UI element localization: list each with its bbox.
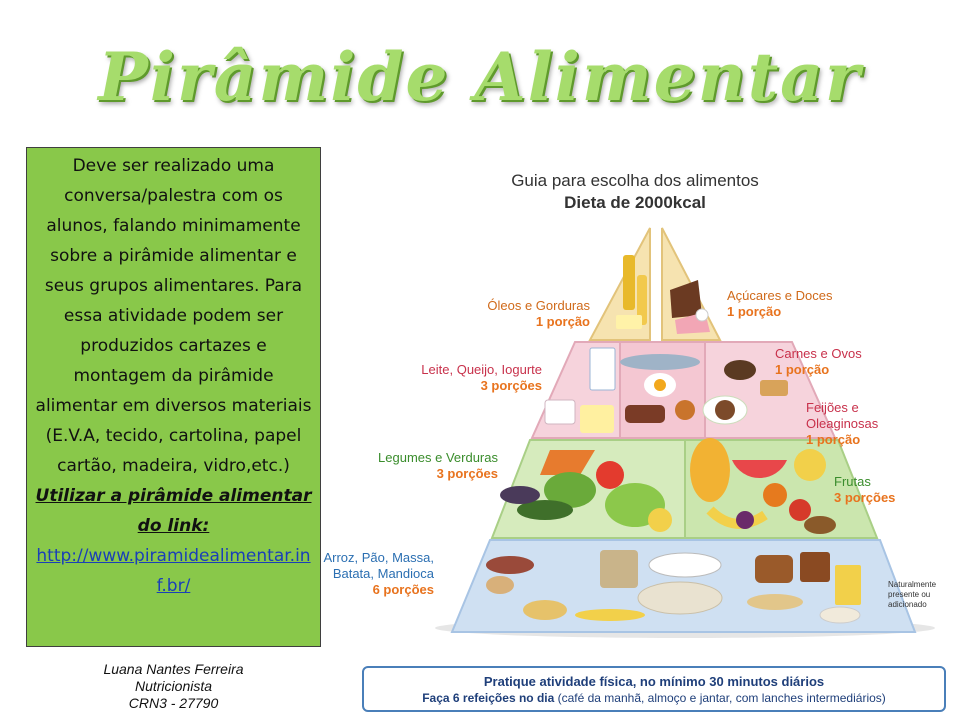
author-crn: CRN3 - 27790	[128, 695, 219, 711]
tomato-icon	[596, 461, 624, 489]
footer-line-2-bold: Faça 6 refeições no dia	[422, 691, 555, 705]
cheese-icon	[580, 405, 614, 433]
footer-line-2	[364, 690, 944, 706]
instructions-text: Deve ser realizado uma conversa/palestra com os alunos, falando minimamente sobre a pirâmide alimentar e seus grupos alimentares. Para essa atividade podem ser produzidos cartazes e montagem da pirâmide alimentar em diversos materiais (E.V.A, tecido, cartolina, papel cartão, madeira, vidro,etc.)	[35, 156, 312, 476]
yogurt-icon	[545, 400, 575, 424]
label-meat-portions: 1 porção	[775, 362, 830, 377]
beans-bowl-icon	[724, 360, 756, 380]
apple-icon	[789, 499, 811, 521]
pyramid-link[interactable]: http://www.piramidealimentar.inf.br/	[36, 546, 311, 596]
label-dairy-name: Leite, Queijo, Iogurte	[421, 362, 542, 377]
sugar-icon	[696, 309, 708, 321]
orange-icon	[763, 483, 787, 507]
potato-icon	[486, 576, 514, 594]
label-beans-name-2: Oleaginosas	[806, 416, 879, 431]
guide-heading: Guia para escolha dos alimentos	[511, 171, 759, 190]
egg-yolk-icon	[654, 379, 666, 391]
whole-bread-icon	[800, 552, 830, 582]
corn-icon	[575, 609, 645, 621]
label-sugars	[727, 288, 847, 320]
instructions-panel	[26, 147, 321, 647]
footer-line-2-rest: (café da manhã, almoço e jantar, com lanches intermediários)	[554, 691, 886, 705]
flour-bag-icon	[600, 550, 638, 588]
pineapple-icon	[690, 438, 730, 502]
guide-header	[490, 170, 780, 214]
activity-footer	[362, 666, 946, 712]
author-name: Luana Nantes Ferreira	[103, 661, 244, 677]
milk-carton-icon	[590, 348, 615, 390]
label-dairy-portions: 3 porções	[480, 378, 542, 393]
bread-loaf-icon	[755, 555, 793, 583]
label-beans-name-1: Feijões e	[806, 400, 859, 415]
instructions-emphasis: Utilizar a pirâmide alimentar do link:	[35, 486, 312, 536]
bread-roll-icon	[523, 600, 567, 620]
footer-line-1: Pratique atividade física, no mínimo 30 minutos diários	[483, 674, 825, 689]
label-beans	[806, 400, 916, 448]
label-meat	[775, 346, 885, 378]
label-vegetables-portions: 3 porções	[436, 466, 498, 481]
label-grains	[318, 550, 434, 598]
legend-note: Naturalmente presente ou adicionado	[888, 580, 937, 609]
label-grains-name-2: Batata, Mandioca	[332, 566, 434, 581]
author-block	[26, 661, 321, 712]
oil-bottle-icon	[623, 255, 635, 310]
label-fruits-portions: 3 porções	[834, 490, 896, 505]
label-oils	[480, 298, 590, 330]
grapes-icon	[736, 511, 754, 529]
steak-icon	[625, 405, 665, 423]
feijao-icon	[715, 400, 735, 420]
butter-icon	[616, 315, 642, 329]
page-title: Pirâmide Alimentar	[98, 38, 862, 116]
nuts-box-icon	[760, 380, 788, 396]
guide-subheading: Dieta de 2000kcal	[564, 193, 706, 212]
label-vegetables	[375, 450, 498, 482]
chicken-icon	[675, 400, 695, 420]
label-grains-name-1: Arroz, Pão, Massa,	[323, 550, 434, 565]
label-dairy	[412, 362, 542, 394]
label-oils-portions: 1 porção	[535, 314, 590, 329]
label-oils-name: Óleos e Gorduras	[487, 298, 590, 313]
cereal-box-icon	[835, 565, 861, 605]
pasta-icon	[747, 594, 803, 610]
melon-icon	[794, 449, 826, 481]
label-sugars-name: Açúcares e Doces	[727, 288, 833, 303]
kiwi-icon	[804, 516, 836, 534]
rice-plate-icon	[649, 553, 721, 577]
label-beans-portions: 1 porção	[806, 432, 861, 447]
fish-icon	[620, 354, 700, 370]
eggplant-icon	[500, 486, 540, 504]
author-role: Nutricionista	[134, 678, 213, 694]
label-vegetables-name: Legumes e Verduras	[378, 450, 498, 465]
sweet-potato-icon	[486, 556, 534, 574]
label-sugars-portions: 1 porção	[727, 304, 782, 319]
rice-bag-icon	[638, 582, 722, 614]
label-fruits-name: Frutas	[834, 474, 871, 489]
label-fruits	[834, 474, 924, 506]
pepper-icon	[648, 508, 672, 532]
quinoa-bowl-icon	[820, 607, 860, 623]
label-grains-portions: 6 porções	[372, 582, 434, 597]
label-meat-name: Carnes e Ovos	[775, 346, 862, 361]
